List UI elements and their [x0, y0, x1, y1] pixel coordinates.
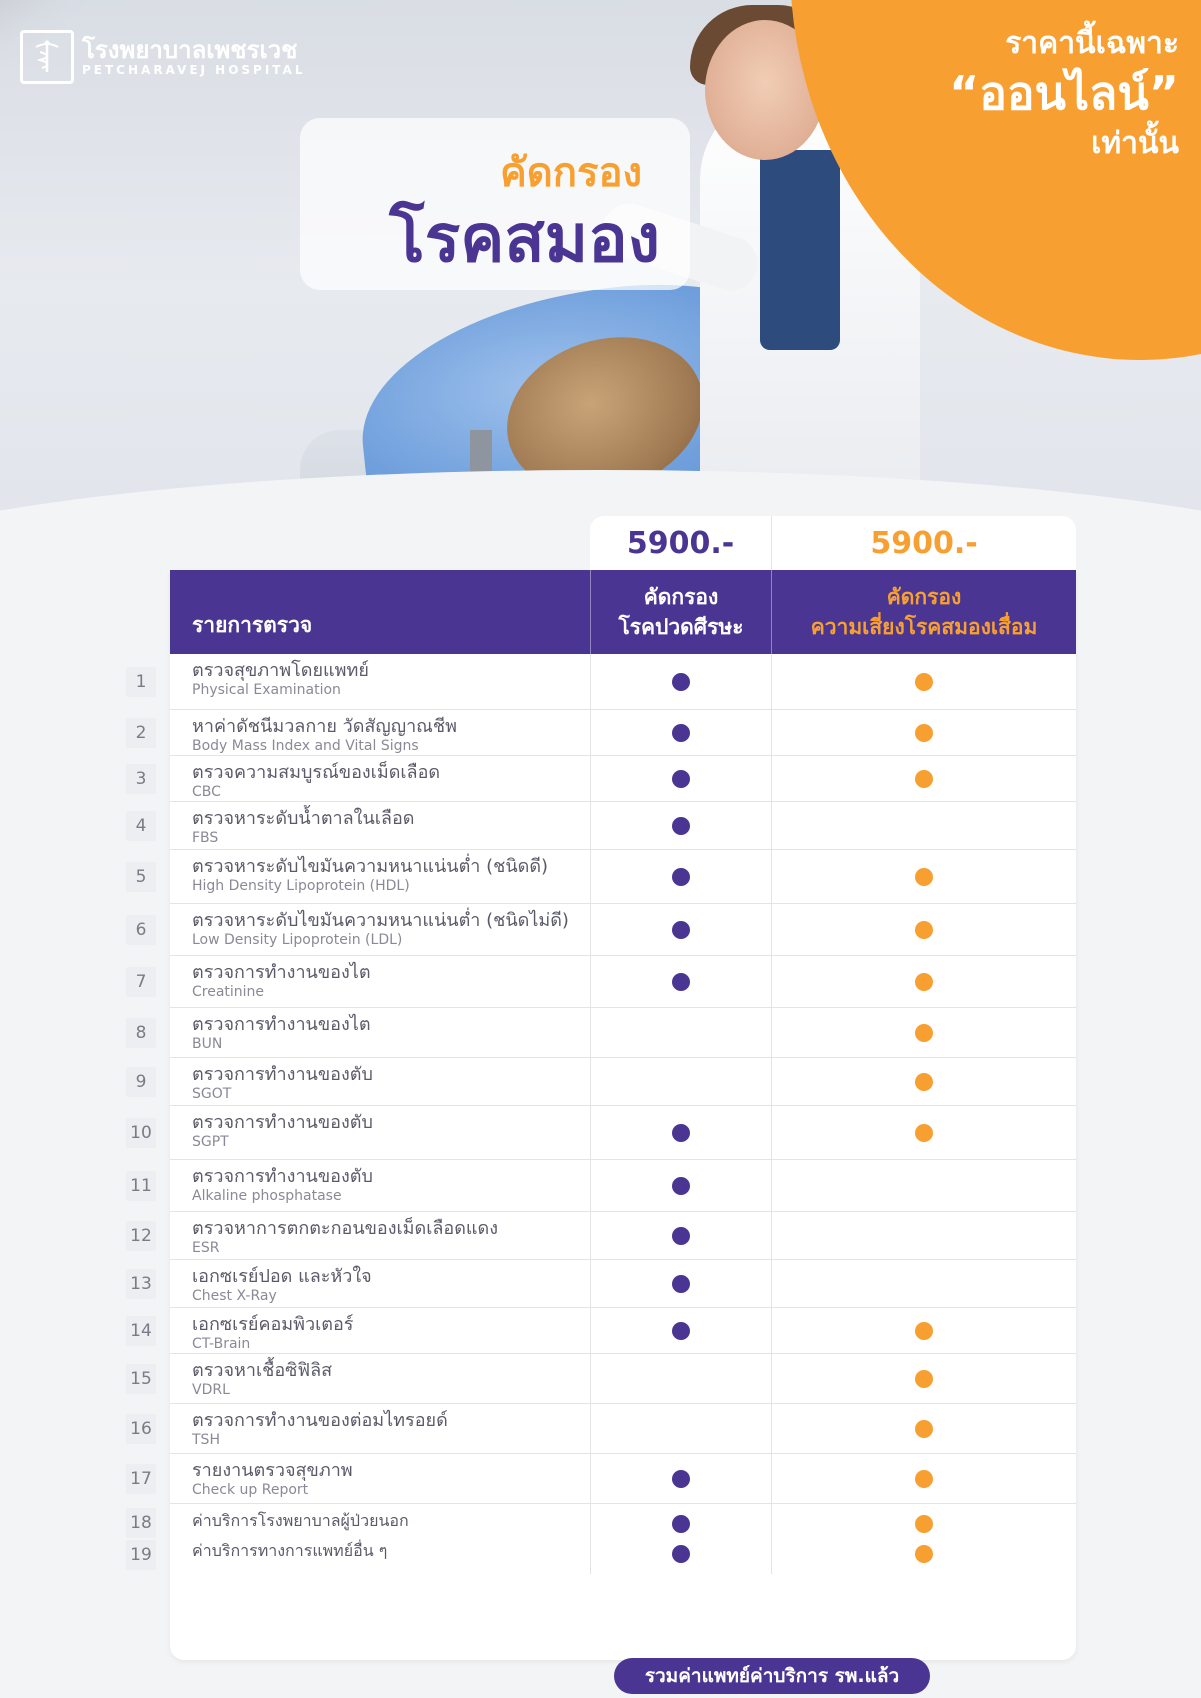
- item-name-th: ตรวจการทำงานของตับ: [192, 1166, 373, 1187]
- item-name-th: ตรวจหาเชื้อซิฟิลิส: [192, 1360, 333, 1381]
- row-number: 10: [126, 1118, 156, 1148]
- item-name-th: เอกซเรย์ปอด และหัวใจ: [192, 1266, 372, 1287]
- title-line2: โรคสมอง: [389, 200, 660, 277]
- promo-text: [879, 20, 1179, 167]
- item-name-en: Creatinine: [192, 983, 265, 1000]
- item-name-en: High Density Lipoprotein (HDL): [192, 877, 410, 894]
- included-dot-icon: [672, 817, 690, 835]
- package1-name-line1: คัดกรอง: [643, 584, 719, 609]
- package2-cell: [772, 1058, 1076, 1105]
- package1-cell: [591, 1260, 772, 1307]
- item-cell: [170, 654, 591, 709]
- included-dot-icon: [672, 921, 690, 939]
- package2-cell: [772, 756, 1076, 801]
- included-dot-icon: [915, 973, 933, 991]
- row-number: 17: [126, 1464, 156, 1494]
- item-name-en: SGPT: [192, 1133, 229, 1150]
- package2-cell: [772, 1404, 1076, 1453]
- table-row-services: [130, 1504, 1076, 1574]
- item-cell: [170, 850, 591, 903]
- package2-price: 5900.-: [870, 525, 978, 561]
- included-dot-icon: [915, 1073, 933, 1091]
- package1-cell: [591, 1504, 772, 1574]
- package2-cell: [772, 1260, 1076, 1307]
- item-name-en: ESR: [192, 1239, 220, 1256]
- package1-cell: [591, 956, 772, 1007]
- title-line1: คัดกรอง: [500, 150, 642, 196]
- row-number: 6: [126, 915, 156, 945]
- included-dot-icon: [672, 1227, 690, 1245]
- included-dot-icon: [915, 1024, 933, 1042]
- package2-cell: [772, 1354, 1076, 1403]
- package1-cell: [591, 1404, 772, 1453]
- item-cell: [170, 1106, 591, 1159]
- item-cell: [170, 1212, 591, 1259]
- item-name-en: Body Mass Index and Vital Signs: [192, 737, 419, 754]
- included-dot-icon: [915, 770, 933, 788]
- item-name-th: ตรวจหาระดับไขมันความหนาแน่นต่ำ (ชนิดไม่ดี): [192, 910, 569, 931]
- table-row: [135, 1058, 1076, 1106]
- included-dot-icon: [672, 868, 690, 886]
- package1-cell: [591, 850, 772, 903]
- package1-cell: [591, 756, 772, 801]
- promo-line3: เท่านั้น: [1091, 125, 1179, 161]
- package1-price: 5900.-: [590, 516, 772, 570]
- item-cell: [170, 802, 591, 849]
- item-name-th: ตรวจการทำงานของต่อมไทรอยด์: [192, 1410, 448, 1431]
- item-name-en: CT-Brain: [192, 1335, 251, 1352]
- table-row: [135, 850, 1076, 904]
- item-name-en: BUN: [192, 1035, 223, 1052]
- included-dot-icon: [915, 724, 933, 742]
- row-number: 7: [126, 967, 156, 997]
- included-dot-icon: [915, 868, 933, 886]
- table-row: [130, 1260, 1076, 1308]
- hospital-name-en: PETCHARAVEJ HOSPITAL: [82, 63, 306, 78]
- included-dot-icon: [915, 1545, 933, 1563]
- package2-cell: [772, 1160, 1076, 1211]
- item-name-th: ตรวจความสมบูรณ์ของเม็ดเลือด: [192, 762, 441, 783]
- item-cell: [170, 956, 591, 1007]
- table-row: [130, 1106, 1076, 1160]
- package1-cell: [591, 1106, 772, 1159]
- row-number: 13: [126, 1269, 156, 1299]
- included-dot-icon: [672, 1322, 690, 1340]
- included-dot-icon: [915, 1420, 933, 1438]
- package1-cell: [591, 1008, 772, 1057]
- included-dot-icon: [672, 1545, 690, 1563]
- item-cell: [170, 904, 591, 955]
- row-number: 8: [126, 1018, 156, 1048]
- included-dot-icon: [915, 1370, 933, 1388]
- table-row: [135, 956, 1076, 1008]
- included-dot-icon: [672, 673, 690, 691]
- package2-cell: [772, 802, 1076, 849]
- package1-cell: [591, 802, 772, 849]
- included-dot-icon: [672, 1177, 690, 1195]
- item-cell: [170, 1308, 591, 1353]
- item-name-en: Low Density Lipoprotein (LDL): [192, 931, 403, 948]
- row-number: 1: [126, 667, 156, 697]
- table-row: [135, 904, 1076, 956]
- table-row: [135, 654, 1076, 710]
- package2-cell: [772, 956, 1076, 1007]
- row-number: 2: [126, 718, 156, 748]
- item-cell: [170, 1454, 591, 1503]
- included-dot-icon: [672, 1124, 690, 1142]
- item-cell: [170, 1404, 591, 1453]
- item-cell: [170, 1058, 591, 1105]
- row-number: 12: [126, 1221, 156, 1251]
- package2-cell: [772, 1454, 1076, 1503]
- column-header-package2: [772, 570, 1076, 654]
- row-number: 4: [126, 811, 156, 841]
- included-dot-icon: [672, 724, 690, 742]
- item-name-th: ตรวจสุขภาพโดยแพทย์: [192, 660, 369, 681]
- item-name-th: ตรวจการทำงานของไต: [192, 962, 371, 983]
- package2-cell: [772, 654, 1076, 709]
- table-row: [130, 1308, 1076, 1354]
- item-name-en: Check up Report: [192, 1481, 309, 1498]
- package1-cell: [591, 1308, 772, 1353]
- package2-cell: [772, 904, 1076, 955]
- package2-cell: [772, 1106, 1076, 1159]
- package2-cell: [772, 710, 1076, 755]
- package2-cell: [772, 1008, 1076, 1057]
- package2-cell: [772, 850, 1076, 903]
- item-name-en: CBC: [192, 783, 221, 800]
- table-row: [135, 1008, 1076, 1058]
- item-cell: [170, 756, 591, 801]
- package1-cell: [591, 1160, 772, 1211]
- item-name-en: Alkaline phosphatase: [192, 1187, 342, 1204]
- included-dot-icon: [915, 1470, 933, 1488]
- package1-cell: [591, 1354, 772, 1403]
- caduceus-icon: [20, 30, 74, 84]
- package2-cell: [772, 1504, 1076, 1574]
- promo-line1: ราคานี้เฉพาะ: [1005, 26, 1179, 61]
- table-row: [135, 756, 1076, 802]
- included-dot-icon: [915, 1322, 933, 1340]
- item-name-th: ตรวจการทำงานของไต: [192, 1014, 371, 1035]
- row-number: 11: [126, 1171, 156, 1201]
- included-dot-icon: [672, 1275, 690, 1293]
- price-header: [590, 516, 1076, 570]
- row-number: 19: [126, 1540, 156, 1570]
- row-number: 18: [126, 1508, 156, 1538]
- row-number: 3: [126, 764, 156, 794]
- table-row: [130, 1354, 1076, 1404]
- row-number: 9: [126, 1067, 156, 1097]
- item-name-th: หาค่าดัชนีมวลกาย วัดสัญญาณชีพ: [192, 716, 457, 737]
- promo-line2: “ออนไลน์”: [949, 66, 1179, 120]
- item-name-th: ตรวจหาการตกตะกอนของเม็ดเลือดแดง: [192, 1218, 498, 1239]
- column-header-items: รายการตรวจ: [170, 570, 591, 654]
- included-dot-icon: [915, 1515, 933, 1533]
- included-dot-icon: [672, 770, 690, 788]
- package2-cell: [772, 1212, 1076, 1259]
- item-name-th: เอกซเรย์คอมพิวเตอร์: [192, 1314, 354, 1335]
- included-dot-icon: [672, 973, 690, 991]
- included-dot-icon: [915, 1124, 933, 1142]
- item-name-th: รายงานตรวจสุขภาพ: [192, 1460, 353, 1481]
- item-cell: [170, 1160, 591, 1211]
- included-dot-icon: [915, 921, 933, 939]
- package1-cell: [591, 1058, 772, 1105]
- row-number: 14: [126, 1316, 156, 1346]
- item-cell: [170, 1260, 591, 1307]
- column-header-package1: [591, 570, 772, 654]
- item-cell: [170, 1504, 591, 1574]
- package1-cell: [591, 904, 772, 955]
- doctor-shirt: [760, 150, 840, 350]
- service-name-th: ค่าบริการโรงพยาบาลผู้ป่วยนอก: [192, 1511, 409, 1531]
- item-name-en: Chest X-Ray: [192, 1287, 277, 1304]
- package2-cell: [772, 1308, 1076, 1353]
- item-name-en: TSH: [192, 1431, 220, 1448]
- table-row: [135, 802, 1076, 850]
- table-header: [170, 570, 1076, 654]
- package1-name-line2: โรคปวดศีรษะ: [618, 615, 744, 639]
- row-number: 15: [126, 1364, 156, 1394]
- table-row: [130, 1404, 1076, 1454]
- included-dot-icon: [672, 1515, 690, 1533]
- included-dot-icon: [915, 673, 933, 691]
- item-name-en: Physical Examination: [192, 681, 341, 698]
- package1-cell: [591, 654, 772, 709]
- hospital-logo: [20, 30, 306, 84]
- item-name-en: FBS: [192, 829, 219, 846]
- item-name-th: ตรวจการทำงานของตับ: [192, 1064, 373, 1085]
- item-name-th: ตรวจหาระดับน้ำตาลในเลือด: [192, 808, 415, 829]
- item-name-th: ตรวจหาระดับไขมันความหนาแน่นต่ำ (ชนิดดี): [192, 856, 549, 877]
- table-row: [130, 1454, 1076, 1504]
- item-name-en: VDRL: [192, 1381, 230, 1398]
- title-card: [300, 118, 690, 290]
- row-number: 16: [126, 1414, 156, 1444]
- service-name-th: ค่าบริการทางการแพทย์อื่น ๆ: [192, 1541, 388, 1561]
- item-cell: [170, 710, 591, 755]
- package2-name-line1: คัดกรอง: [886, 584, 962, 609]
- included-dot-icon: [672, 1470, 690, 1488]
- footer-note-badge: รวมค่าแพทย์ค่าบริการ รพ.แล้ว: [614, 1658, 930, 1694]
- package2-name-line2: ความเสี่ยงโรคสมองเสื่อม: [810, 615, 1038, 639]
- item-cell: [170, 1354, 591, 1403]
- table-row: [130, 1212, 1076, 1260]
- table-body: [130, 654, 1076, 1574]
- package1-cell: [591, 1212, 772, 1259]
- item-name-th: ตรวจการทำงานของตับ: [192, 1112, 373, 1133]
- hospital-name-th: โรงพยาบาลเพชรเวช: [82, 35, 298, 64]
- table-row: [130, 1160, 1076, 1212]
- item-name-en: SGOT: [192, 1085, 232, 1102]
- table-row: [135, 710, 1076, 756]
- package1-cell: [591, 710, 772, 755]
- item-cell: [170, 1008, 591, 1057]
- row-number: 5: [126, 862, 156, 892]
- package1-cell: [591, 1454, 772, 1503]
